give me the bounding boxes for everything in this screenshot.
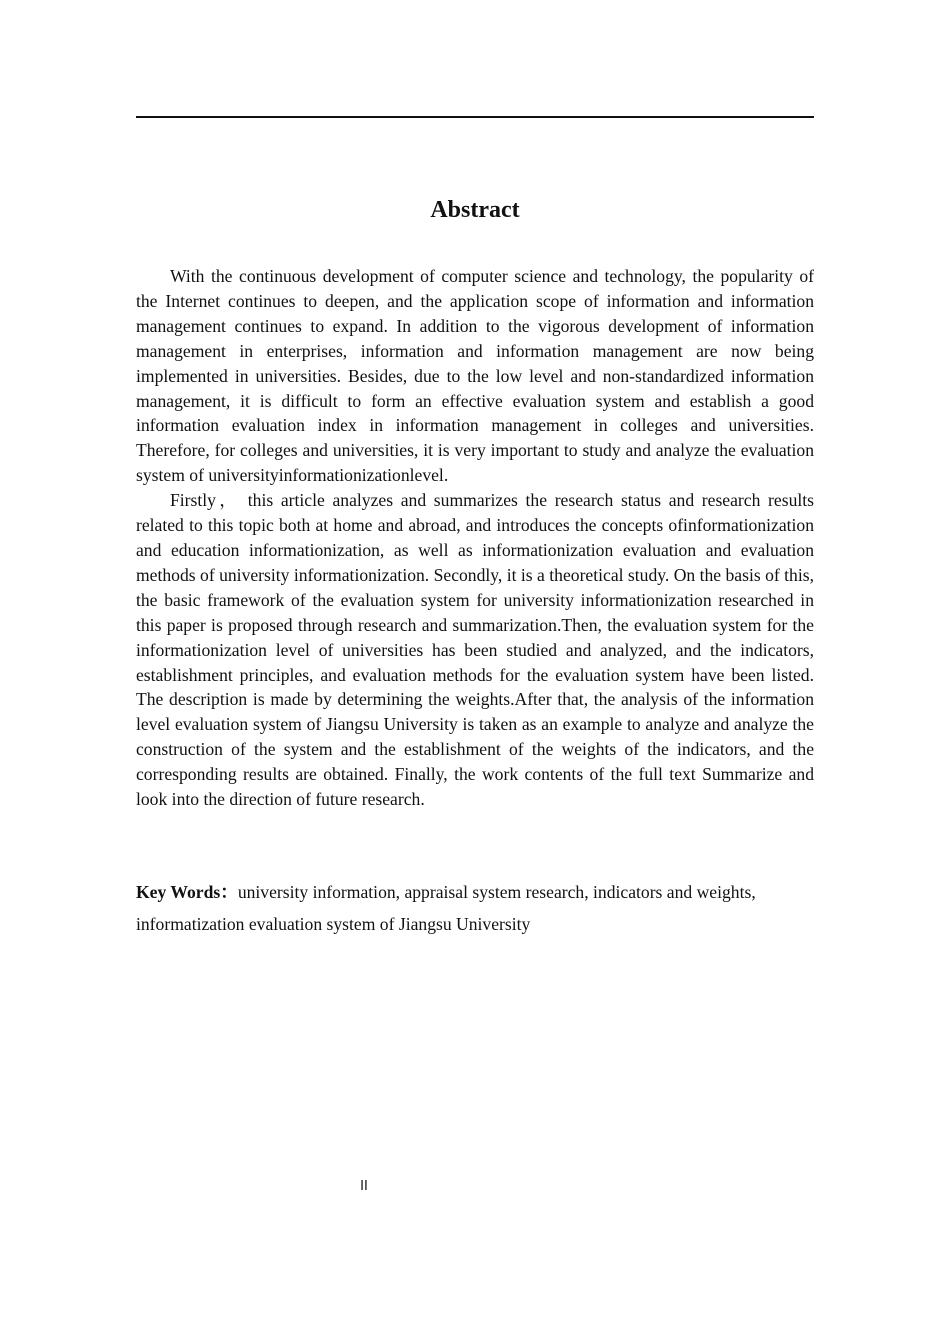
page-number: II [360,1179,368,1194]
abstract-body [136,264,814,812]
abstract-title: Abstract [430,197,520,223]
keywords-section [136,876,814,940]
abstract-paragraph-2: Firstly， this article analyzes and summarizes the research status and research results related to this topic both at home and abroad, and introduces the concepts ofinformationization and education informationization, as well as informationization evaluation and evaluation methods of university informationization. Secondly, it is a theoretical study. On the basis of this, the basic framework of the evaluation system for university informationization researched in this paper is proposed through research and summarization.Then, the evaluation system for the informationization level of universities has been studied and analyzed, and the indicators, establishment principles, and evaluation methods for the evaluation system have been listed. The description is made by determining the weights.After that, the analysis of the information level evaluation system of Jiangsu University is taken as an example to analyze and analyze the construction of the system and the establishment of the weights of the indicators, and the corresponding results are obtained. Finally, the work contents of the full text Summarize and look into the direction of future research. [136,490,814,810]
keywords-text: university information, appraisal system research, indicators and weights, informatization evaluation system of Jiangsu University [136,882,756,934]
keywords-label: Key Words： [136,882,238,902]
header-rule [136,116,814,118]
abstract-paragraph-1: With the continuous development of computer science and technology, the popularity of the Internet continues to deepen, and the application scope of information and information management continues to expand. In addition to the vigorous development of information management in enterprises, information and information management are now being implemented in universities. Besides, due to the low level and non-standardized information management, it is difficult to form an effective evaluation system and establish a good information evaluation index in information management in colleges and universities. Therefore, for colleges and universities, it is very important to study and analyze the evaluation system of universityinformationizationlevel. [136,266,814,486]
